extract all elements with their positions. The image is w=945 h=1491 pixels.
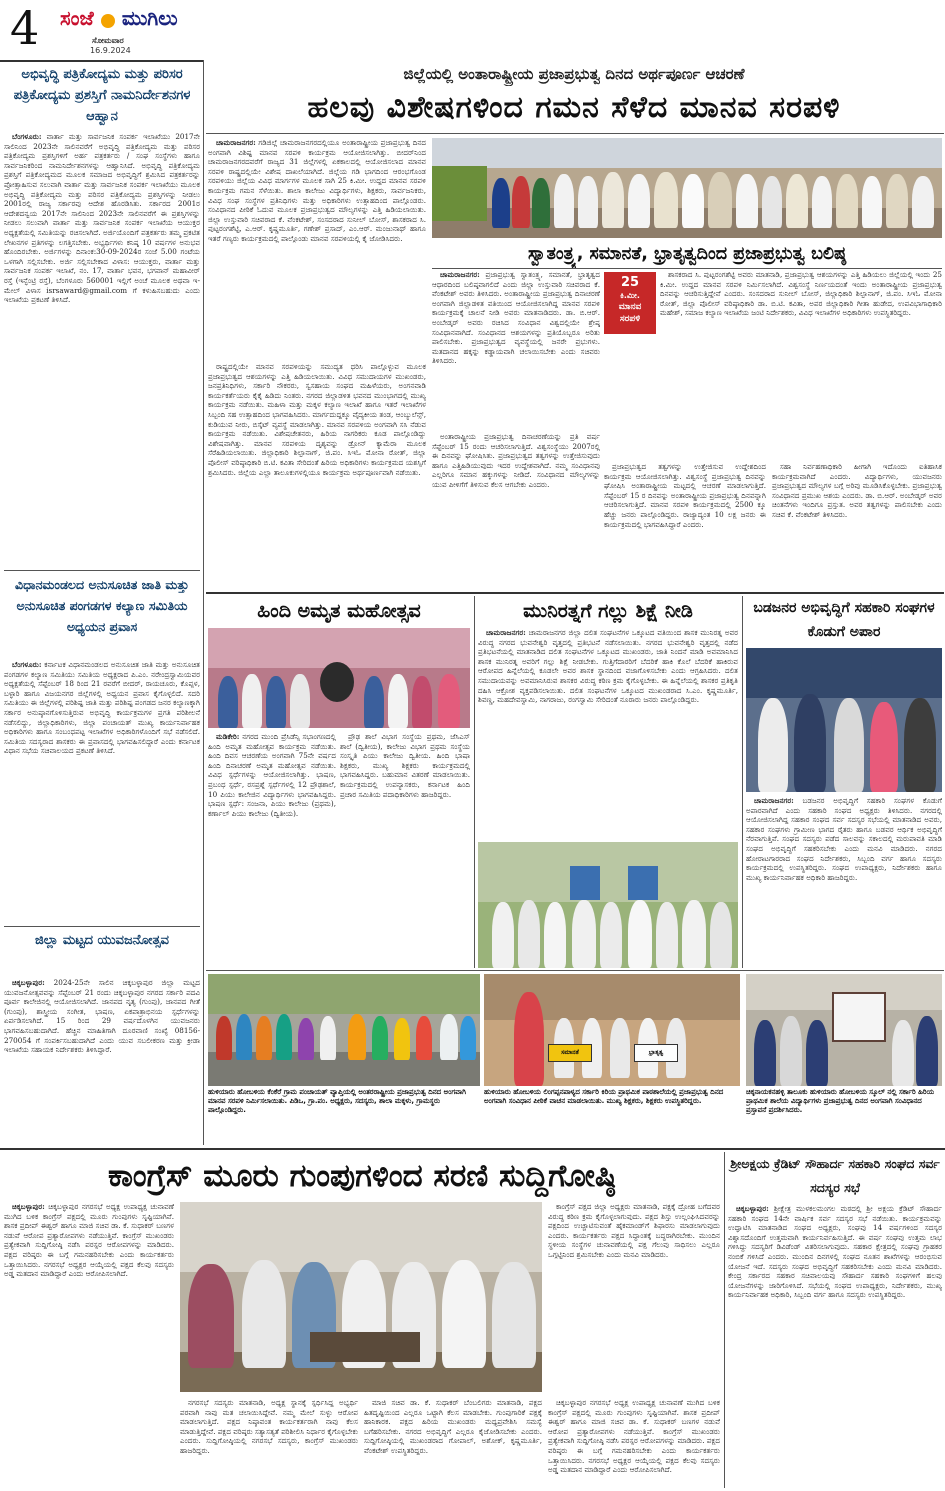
left-divider-1: [4, 570, 200, 571]
congress-col-5: ಚಿಕ್ಕಬಳ್ಳಾಪುರ ನಗರಸಭೆ ಅಧ್ಯಕ್ಷ ಉಪಾಧ್ಯಕ್ಷ ಚುನಾವಣೆ ಮುಗಿದ ಬಳಿಕ ಕಾಂಗ್ರೆಸ್ ಪಕ್ಷದಲ್ಲಿ ಮೂರು ಗುಂಪುಗಳು ಸೃಷ್ಟಿಯಾಗಿವೆ. ಶಾಸಕ ಪ್ರದೀಪ್ ಈಶ್ವರ್ ಹಾಗೂ ಮಾಜಿ ಸಚಿವ ಡಾ. ಕೆ. ಸುಧಾಕರ್ ಬಣಗಳ ನಡುವೆ ಆರೋಪ ಪ್ರತ್ಯಾರೋಪಗಳು ನಡೆಯುತ್ತಿವೆ. ಕಾಂಗ್ರೆಸ್ ಮುಖಂಡರು ಪ್ರತ್ಯೇಕವಾಗಿ ಸುದ್ದಿಗೋಷ್ಠಿ ನಡೆಸಿ ಪರಸ್ಪರ ಆರೋಪಗಳನ್ನು ಮಾಡಿದರು. ಪಕ್ಷದ ವರಿಷ್ಠರು ಈ ಬಗ್ಗೆ ಗಮನಹರಿಸಬೇಕು ಎಂದು ಕಾರ್ಯಕರ್ತರು ಒತ್ತಾಯಿಸಿದರು. ನಗರಸಭೆ ಅಧ್ಯಕ್ಷರ ಆಯ್ಕೆಯಲ್ಲಿ ಪಕ್ಷದ ಕೆಲವು ಸದಸ್ಯರು ಅಡ್ಡ ಮತದಾನ ಮಾಡಿದ್ದಾರೆ ಎಂದು ಆರೋಪಿಸಲಾಗಿದೆ.: [548, 1398, 720, 1475]
lead-bottom-rule: [206, 592, 944, 594]
munirathna-dateline: ಚಾಮರಾಜನಗರ:: [486, 628, 526, 637]
lead-dateline: ಚಾಮರಾಜನಗರ:: [216, 138, 256, 147]
lead-sub-col-4: ಪ್ರಜಾಪ್ರಭುತ್ವದ ತತ್ವಗಳನ್ನು ಉತ್ತೇಜಿಸುವ ಉದ್ದೇಶದಿಂದ ಕಾರ್ಯಕ್ರಮ ಆಯೋಜಿಸಲಾಗಿತ್ತು. ವಿಶ್ವಸಂಸ್ಥೆ ಪ್ರಜಾಪ್ರಭುತ್ವ ದಿನವನ್ನು ಘೋಷಿಸಿ ಅಂತಾರಾಷ್ಟ್ರೀಯ ಮಟ್ಟದಲ್ಲಿ ಆಚರಣೆ ಮಾಡಲಾಗುತ್ತಿದೆ. ಸೆಪ್ಟೆಂಬರ್ 15 ರ ದಿನವನ್ನು ಅಂತಾರಾಷ್ಟ್ರೀಯ ಪ್ರಜಾಪ್ರಭುತ್ವ ದಿನವನ್ನಾಗಿ ಆಚರಿಸಲಾಗುತ್ತಿದೆ. ಮಾನವ ಸರಪಳಿ ಕಾರ್ಯಕ್ರಮದಲ್ಲಿ 2500 ಕ್ಕೂ ಹೆಚ್ಚು ಜನರು ಪಾಲ್ಗೊಂಡಿದ್ದರು. ರಾಜ್ಯಾದ್ಯಂತ 10 ಲಕ್ಷ ಜನರು ಈ ಕಾರ್ಯಕ್ರಮದಲ್ಲಿ ಭಾಗವಹಿಸಿದ್ದಾರೆ ಎಂದರು.: [604, 462, 766, 529]
lead-headline-rule: [206, 133, 944, 134]
hindi-col-2: ಪ್ರೌಢ ಶಾಲೆ ವಿಭಾಗ ಸಂಸ್ಥೆಯ ಪ್ರಥಮ, ಜೆಸಿಎಸ್ ಶಾಲೆ (ದ್ವಿತೀಯ), ಕಾಲೇಜು ವಿಭಾಗ ಪ್ರಥಮ ಸಂಸ್ಥೆಯ ಸಂಸ್ಕೃತಿ ಪಿಯು ಕಾಲೇಜು ದ್ವಿತೀಯ. ಹಿಂದಿ ಭಾಷಾ ಶಿಕ್ಷಕರು, ಮುಖ್ಯ ಶಿಕ್ಷಕರು ಕಾರ್ಯಕ್ರಮದಲ್ಲಿ ಭಾಗವಹಿಸಿದ್ದರು. ಬಹುಮಾನ ವಿತರಣೆ ಮಾಡಲಾಯಿತು. ಕಾರ್ಯಕ್ರಮದಲ್ಲಿ ಉಪನ್ಯಾಸಕರು, ಕರ್ನಾಟಕ ಹಿಂದಿ ಪ್ರಚಾರ ಸಮಿತಿಯ ಪದಾಧಿಕಾರಿಗಳು ಹಾಜರಿದ್ದರು.: [340, 732, 470, 799]
lead-headline: ಹಲವು ವಿಶೇಷಗಳಿಂದ ಗಮನ ಸೆಳೆದ ಮಾನವ ಸರಪಳಿ: [307, 90, 841, 125]
photo-c-students-preamble: [746, 974, 942, 1086]
coop-dateline: ಚಾಮರಾಜನಗರ:: [754, 796, 794, 805]
left-column-rule: [203, 60, 204, 1145]
masthead-rule: [0, 60, 203, 62]
masthead: [0, 0, 945, 60]
credit-headline: ಶ್ರೀಅಕ್ಷಯ ಕ್ರೆಡಿಟ್ ಸೌಹಾರ್ದ ಸಹಕಾರಿ ಸಂಘದ ಸರ್ವ ಸದಸ್ಯರ ಸಭೆ: [730, 1156, 940, 1195]
munirathna-headline: ಮುನಿರತ್ನಗೆ ಗಲ್ಲು ಶಿಕ್ಷೆ ನೀಡಿ: [523, 600, 693, 622]
lead-sub-col-2: ಅಂತಾರಾಷ್ಟ್ರೀಯ ಪ್ರಜಾಪ್ರಭುತ್ವ ದಿನಾಚರಣೆಯನ್ನು ಪ್ರತಿ ವರ್ಷ ಸೆಪ್ಟೆಂಬರ್ 15 ರಂದು ಆಚರಿಸಲಾಗುತ್ತಿದೆ. ವಿಶ್ವಸಂಸ್ಥೆಯು 2007ರಲ್ಲಿ ಈ ದಿನವನ್ನು ಘೋಷಿಸಿತು. ಪ್ರಜಾಪ್ರಭುತ್ವದ ತತ್ವಗಳನ್ನು ಉತ್ತೇಜಿಸುವುದು ಹಾಗೂ ಎತ್ತಿಹಿಡಿಯುವುದು ಇದರ ಉದ್ದೇಶವಾಗಿದೆ. ನಮ್ಮ ಸಂವಿಧಾನವು ಎಲ್ಲರಿಗೂ ಸಮಾನ ಹಕ್ಕುಗಳನ್ನು ನೀಡಿದೆ. ಸಂವಿಧಾನದ ಮೌಲ್ಯಗಳನ್ನು ಯುವ ಪೀಳಿಗೆಗೆ ತಿಳಿಸುವ ಕೆಲಸ ಆಗಬೇಕು ಎಂದರು.: [432, 432, 600, 489]
congress-col-3: ನಗರಸಭೆ ಸದಸ್ಯರು ಮಾತನಾಡಿ, ಅಧ್ಯಕ್ಷ ಸ್ಥಾನಕ್ಕೆ ಸ್ಪರ್ಧಿಸಿದ್ದ ಅಭ್ಯರ್ಥಿ ಪರವಾಗಿ ನಾವು ಮತ ಚಲಾಯಿಸಿದ್ದೇವೆ. ನಮ್ಮ ಮೇಲೆ ಸುಳ್ಳು ಆರೋಪ ಮಾಡಲಾಗುತ್ತಿದೆ. ಪಕ್ಷದ ನಿಷ್ಠಾವಂತ ಕಾರ್ಯಕರ್ತರಾಗಿ ನಾವು ಕೆಲಸ ಮಾಡುತ್ತಿದ್ದೇವೆ. ಪಕ್ಷದ ವರಿಷ್ಠರು ಸತ್ಯಾಸತ್ಯತೆ ಪರಿಶೀಲಿಸಿ ನಿರ್ಧಾರ ಕೈಗೊಳ್ಳಬೇಕು ಎಂದರು. ಸುದ್ದಿಗೋಷ್ಠಿಯಲ್ಲಿ ನಗರಸಭೆ ಸದಸ್ಯರು, ಕಾಂಗ್ರೆಸ್ ಮುಖಂಡರು ಹಾಜರಿದ್ದರು.: [180, 1398, 358, 1455]
congress-press-meet-photo: [180, 1202, 542, 1392]
left-divider-2: [4, 926, 200, 927]
story3-text: 2024-25ನೇ ಸಾಲಿನ ಚಿಕ್ಕಬಳ್ಳಾಪುರ ಜಿಲ್ಲಾ ಮಟ್ಟದ ಯುವಜನೋತ್ಸವವನ್ನು ಸೆಪ್ಟೆಂಬರ್ 21 ರಂದು ಚಿಕ್ಕಬಳ್ಳಾಪುರ ನಗರದ ಸರ್ಕಾರಿ ಪದವಿ ಪೂರ್ವ ಕಾಲೇಜಿನಲ್ಲಿ ಆಯೋಜಿಸಲಾಗಿದೆ. ಜಾನಪದ ನೃತ್ಯ (ಗುಂಪು), ಜಾನಪದ ಗೀತೆ (ಗುಂಪು), ಶಾಸ್ತ್ರೀಯ ಸಂಗೀತ, ಭಾಷಣ, ಏಕಪಾತ್ರಾಭಿನಯ ಸ್ಪರ್ಧೆಗಳನ್ನು ಏರ್ಪಡಿಸಲಾಗಿದೆ. 15 ರಿಂದ 29 ವರ್ಷದೊಳಗಿನ ಯುವಜನರು ಭಾಗವಹಿಸಬಹುದಾಗಿದೆ. ಹೆಚ್ಚಿನ ಮಾಹಿತಿಗಾಗಿ ದೂರವಾಣಿ ಸಂಖ್ಯೆ 08156-270054 ಗೆ ಸಂಪರ್ಕಿಸಬಹುದಾಗಿದೆ ಎಂದು ಯುವ ಸಬಲೀಕರಣ ಮತ್ತು ಕ್ರೀಡಾ ಇಲಾಖೆಯ ಸಹಾಯಕ ನಿರ್ದೇಶಕರು ತಿಳಿಸಿದ್ದಾರೆ.: [4, 978, 200, 1055]
story2-dateline: ಬೆಂಗಳೂರು:: [12, 660, 42, 669]
row2-bottom-rule: [206, 970, 944, 971]
congress-col-2: ಕಾಂಗ್ರೆಸ್ ಪಕ್ಷದ ಜಿಲ್ಲಾ ಅಧ್ಯಕ್ಷರು ಮಾತನಾಡಿ, ಪಕ್ಷಕ್ಕೆ ದ್ರೋಹ ಬಗೆದವರ ವಿರುದ್ಧ ಕಠಿಣ ಕ್ರಮ ಕೈಗೊಳ್ಳಲಾಗುವುದು. ಪಕ್ಷದ ಶಿಸ್ತು ಉಲ್ಲಂಘಿಸಿದವರನ್ನು ಪಕ್ಷದಿಂದ ಉಚ್ಚಾಟಿಸುವಂತೆ ಹೈಕಮಾಂಡ್‌ಗೆ ಶಿಫಾರಸು ಮಾಡಲಾಗುವುದು ಎಂದರು. ಕಾರ್ಯಕರ್ತರು ಪಕ್ಷದ ಸಿದ್ಧಾಂತಕ್ಕೆ ಬದ್ಧರಾಗಿರಬೇಕು. ಮುಂದಿನ ಸ್ಥಳೀಯ ಸಂಸ್ಥೆಗಳ ಚುನಾವಣೆಯಲ್ಲಿ ಪಕ್ಷ ಗೆಲುವು ಸಾಧಿಸಲು ಎಲ್ಲರೂ ಒಗ್ಗಟ್ಟಿನಿಂದ ಶ್ರಮಿಸಬೇಕು ಎಂದು ಮನವಿ ಮಾಡಿದರು.: [548, 1202, 720, 1259]
lead-col-1: ಚಾಮರಾಜನಗರ: ಗಡಿಜಿಲ್ಲೆ ಚಾಮರಾಜನಗರದಲ್ಲಿಯೂ ಅಂತಾರಾಷ್ಟ್ರೀಯ ಪ್ರಜಾಪ್ರಭುತ್ವ ದಿನದ ಅಂಗವಾಗಿ ವಿಶಿಷ್ಟ ಮಾನವ ಸರಪಳಿ ಕಾರ್ಯಕ್ರಮ ಆಯೋಜಿಸಲಾಗಿತ್ತು. ಬೀದರ್‌ನಿಂದ ಚಾಮರಾಜನಗರದವರೆಗೆ ರಾಜ್ಯದ 31 ಜಿಲ್ಲೆಗಳಲ್ಲಿ ಏಕಕಾಲದಲ್ಲಿ ಆಯೋಜಿಸಲಾದ ಮಾನವ ಸರಪಳಿ ರಾಷ್ಟ್ರದಲ್ಲಿಯೇ ವಿಶೇಷ ದಾಖಲೆಯಾಗಿದೆ. ಜಿಲ್ಲೆಯ ಗಡಿ ಭಾಗದಿಂದ ಆರಂಭಗೊಂಡ ಸರಪಳಿಯು ಜಿಲ್ಲೆಯ ವಿವಿಧ ಮಾರ್ಗಗಳ ಮೂಲಕ ಸಾಗಿ 25 ಕಿ.ಮೀ. ಉದ್ದದ ಮಾನವ ಸರಪಳಿ ಕಾರ್ಯಕ್ರಮ ಗಮನ ಸೆಳೆಯಿತು. ಶಾಲಾ ಕಾಲೇಜು ವಿದ್ಯಾರ್ಥಿಗಳು, ಶಿಕ್ಷಕರು, ಸಾರ್ವಜನಿಕರು, ವಿವಿಧ ಸಂಘ ಸಂಸ್ಥೆಗಳ ಪ್ರತಿನಿಧಿಗಳು ಮತ್ತು ಅಧಿಕಾರಿಗಳು ಉತ್ಸಾಹದಿಂದ ಪಾಲ್ಗೊಂಡರು. ಸಂವಿಧಾನದ ಪೀಠಿಕೆ ಓದುವ ಮೂಲಕ ಪ್ರಜಾಪ್ರಭುತ್ವದ ಮೌಲ್ಯಗಳನ್ನು ಎತ್ತಿ ಹಿಡಿಯಲಾಯಿತು. ಜಿಲ್ಲಾ ಉಸ್ತುವಾರಿ ಸಚಿವರಾದ ಕೆ. ವೆಂಕಟೇಶ್, ಸಂಸದರಾದ ಸುನೀಲ್ ಬೋಸ್, ಶಾಸಕರಾದ ಸಿ. ಪುಟ್ಟರಂಗಶೆಟ್ಟಿ, ಎ.ಆರ್. ಕೃಷ್ಣಮೂರ್ತಿ, ಗಣೇಶ್ ಪ್ರಸಾದ್, ಎಂ.ಆರ್. ಮಂಜುನಾಥ್ ಹಾಗೂ ಇತರೆ ಗಣ್ಯರು ಕಾರ್ಯಕ್ರಮದಲ್ಲಿ ಪಾಲ್ಗೊಂಡು ಮಾನವ ಸರಪಳಿಯಲ್ಲಿ ಕೈ ಜೋಡಿಸಿದರು.: [208, 138, 426, 243]
photo-a-caption: ಹುಳಿಯಾರು ಹೋಬಳಿಯ ಕೆಂಕೆರೆ ಗ್ರಾಮ ಪಂಚಾಯತ್ ವ್ಯಾಪ್ತಿಯಲ್ಲಿ ಅಂತರರಾಷ್ಟ್ರೀಯ ಪ್ರಜಾಪ್ರಭುತ್ವ ದಿನದ ಅಂಗವಾಗಿ ಮಾನವ ಸರಪಳಿ ನಿರ್ಮಿಸಲಾಯಿತು. ಪಿಡಿಒ, ಗ್ರಾ.ಪಂ. ಅಧ್ಯಕ್ಷರು, ಸದಸ್ಯರು, ಶಾಲಾ ಮಕ್ಕಳು, ಗ್ರಾಮಸ್ಥರು ಪಾಲ್ಗೊಂಡಿದ್ದರು.: [208, 1088, 466, 1114]
congress-col-1: ಚಿಕ್ಕಬಳ್ಳಾಪುರ: ಚಿಕ್ಕಬಳ್ಳಾಪುರ ನಗರಸಭೆ ಅಧ್ಯಕ್ಷ ಉಪಾಧ್ಯಕ್ಷ ಚುನಾವಣೆ ಮುಗಿದ ಬಳಿಕ ಕಾಂಗ್ರೆಸ್ ಪಕ್ಷದಲ್ಲಿ ಮೂರು ಗುಂಪುಗಳು ಸೃಷ್ಟಿಯಾಗಿವೆ. ಶಾಸಕ ಪ್ರದೀಪ್ ಈಶ್ವರ್ ಹಾಗೂ ಮಾಜಿ ಸಚಿವ ಡಾ. ಕೆ. ಸುಧಾಕರ್ ಬಣಗಳ ನಡುವೆ ಆರೋಪ ಪ್ರತ್ಯಾರೋಪಗಳು ನಡೆಯುತ್ತಿವೆ. ಕಾಂಗ್ರೆಸ್ ಮುಖಂಡರು ಪ್ರತ್ಯೇಕವಾಗಿ ಸುದ್ದಿಗೋಷ್ಠಿ ನಡೆಸಿ ಪರಸ್ಪರ ಆರೋಪಗಳನ್ನು ಮಾಡಿದರು. ಪಕ್ಷದ ವರಿಷ್ಠರು ಈ ಬಗ್ಗೆ ಗಮನಹರಿಸಬೇಕು ಎಂದು ಕಾರ್ಯಕರ್ತರು ಒತ್ತಾಯಿಸಿದರು. ನಗರಸಭೆ ಅಧ್ಯಕ್ಷರ ಆಯ್ಕೆಯಲ್ಲಿ ಪಕ್ಷದ ಕೆಲವು ಸದಸ್ಯರು ಅಡ್ಡ ಮತದಾನ ಮಾಡಿದ್ದಾರೆ ಎಂದು ಆರೋಪಿಸಲಾಗಿದೆ.: [4, 1202, 174, 1279]
bottom-section-rule: [0, 1148, 945, 1150]
story3-body: [4, 978, 200, 1144]
hindi-photo: [208, 628, 470, 728]
lead-photo-human-chain: [432, 138, 942, 238]
photo-a-human-chain-road: [208, 974, 480, 1086]
story2-headline: ವಿಧಾನಮಂಡಲದ ಅನುಸೂಚಿತ ಜಾತಿ ಮತ್ತು ಅನುಸೂಚಿತ ಪಂಗಡಗಳ ಕಲ್ಯಾಣ ಸಮಿತಿಯ ಅಧ್ಯಯನ ಪ್ರವಾಸ: [15, 577, 189, 634]
sign-samanathe: ಸಮಾನತೆ: [548, 1044, 592, 1062]
munirathna-body: ಚಾಮರಾಜನಗರ: ಚಾಮರಾಜನಗರ ಜಿಲ್ಲಾ ದಲಿತ ಸಂಘಟನೆಗಳ ಒಕ್ಕೂಟದ ವತಿಯಿಂದ ಶಾಸಕ ಮುನಿರತ್ನ ಅವರ ವಿರುದ್ಧ ನಗರದ ಭುವನೇಶ್ವರಿ ವೃತ್ತದಲ್ಲಿ ಪ್ರತಿಭಟನೆ ನಡೆಸಲಾಯಿತು. ನಗರದ ಭುವನೇಶ್ವರಿ ವೃತ್ತದಲ್ಲಿ ನಡೆದ ಪ್ರತಿಭಟನೆಯಲ್ಲಿ ಮಾತನಾಡಿದ ದಲಿತ ಸಂಘಟನೆಗಳ ಒಕ್ಕೂಟದ ಮುಖಂಡರು, ಜಾತಿ ನಿಂದನೆ ಮಾಡಿ ಅವಮಾನಿಸಿದ ಶಾಸಕ ಮುನಿರತ್ನ ಅವರಿಗೆ ಗಲ್ಲು ಶಿಕ್ಷೆ ನೀಡಬೇಕು. ಗುತ್ತಿಗೆದಾರರಿಗೆ ಬೆದರಿಕೆ ಹಾಕಿ ಕೊಲೆ ಬೆದರಿಕೆ ಹಾಕಿರುವ ಆರೋಪದ ಹಿನ್ನೆಲೆಯಲ್ಲಿ ಕೂಡಲೇ ಅವರ ಶಾಸಕ ಸ್ಥಾನದಿಂದ ವಜಾಗೊಳಿಸಬೇಕು ಎಂದು ಆಗ್ರಹಿಸಿದರು. ದಲಿತ ಸಮುದಾಯವನ್ನು ಅವಮಾನಿಸಿರುವ ಶಾಸಕರ ವಿರುದ್ಧ ಕಠಿಣ ಕ್ರಮ ಕೈಗೊಳ್ಳಬೇಕು. ಈ ಹಿನ್ನೆಲೆಯಲ್ಲಿ ಶಾಸಕರ ಪ್ರತಿಕೃತಿ ದಹಿಸಿ ಆಕ್ರೋಶ ವ್ಯಕ್ತಪಡಿಸಲಾಯಿತು. ದಲಿತ ಸಂಘಟನೆಗಳ ಒಕ್ಕೂಟದ ಮುಖಂಡರಾದ ಸಿ.ಎಂ. ಕೃಷ್ಣಮೂರ್ತಿ, ಶಿವಣ್ಣ, ಮಹದೇವಸ್ವಾಮಿ, ನಾಗರಾಜು, ರಂಗಸ್ವಾಮಿ ಸೇರಿದಂತೆ ನೂರಾರು ಜನರು ಪಾಲ್ಗೊಂಡಿದ್ದರು.: [478, 628, 738, 705]
lead-sub-headline: ಸ್ವಾತಂತ್ರ್ಯ, ಸಮಾನತೆ, ಭ್ರಾತೃತ್ವದಿಂದ ಪ್ರಜಾಪ್ರಭುತ್ವ ಬಲಿಷ್ಠ: [528, 244, 846, 264]
lead-sub-rule: [432, 268, 942, 269]
hindi-headline: ಹಿಂದಿ ಅಮೃತ ಮಹೋತ್ಸವ: [257, 600, 421, 622]
story1-dateline: ಬೆಂಗಳೂರು:: [12, 132, 42, 141]
row2-divider-1: [474, 596, 475, 968]
congress-headline: ಕಾಂಗ್ರೆಸ್ ಮೂರು ಗುಂಪುಗಳಿಂದ ಸರಣಿ ಸುದ್ದಿಗೋಷ್ಠಿ: [108, 1158, 616, 1194]
lead-col-2: ರಾಷ್ಟ್ರದಲ್ಲಿಯೇ ಮಾನವ ಸರಪಳಿಯನ್ನು ಸಮುದ್ಯತ ಧರಿಸಿ ಪಾಲ್ಗೊಳ್ಳುವ ಮೂಲಕ ಪ್ರಜಾಪ್ರಭುತ್ವದ ಆಶಯಗಳನ್ನು ಎತ್ತಿ ಹಿಡಿಯಲಾಯಿತು. ವಿವಿಧ ಸಮುದಾಯಗಳ ಮುಖಂಡರು, ಜನಪ್ರತಿನಿಧಿಗಳು, ಸರ್ಕಾರಿ ನೌಕರರು, ಸ್ವಸಹಾಯ ಸಂಘದ ಮಹಿಳೆಯರು, ಅಂಗನವಾಡಿ ಕಾರ್ಯಕರ್ತೆಯರು ಕೈಕೈ ಹಿಡಿದು ನಿಂತರು. ನಗರದ ಜಿಲ್ಲಾಡಳಿತ ಭವನದ ಮುಂಭಾಗದಲ್ಲಿ ಮುಖ್ಯ ಕಾರ್ಯಕ್ರಮ ನಡೆಯಿತು. ಮಹಿಳಾ ಮತ್ತು ಮಕ್ಕಳ ಕಲ್ಯಾಣ ಇಲಾಖೆ ಹಾಗೂ ಇತರೆ ಇಲಾಖೆಗಳ ಸಿಬ್ಬಂದಿ ಸಹ ಉತ್ಸಾಹದಿಂದ ಭಾಗವಹಿಸಿದರು. ಮಾರ್ಗದುದ್ದಕ್ಕೂ ವೈದ್ಯಕೀಯ ತಂಡ, ಆಂಬ್ಯುಲೆನ್ಸ್, ಕುಡಿಯುವ ನೀರು, ಬಿಸ್ಕೆಟ್ ವ್ಯವಸ್ಥೆ ಮಾಡಲಾಗಿತ್ತು. ಮಾನವ ಸರಪಳಿಯ ಅಂಗವಾಗಿ ಸಸಿ ನೆಡುವ ಕಾರ್ಯಕ್ರಮ ನಡೆಯಿತು. ವಿಶೇಷಚೇತನರು, ಹಿರಿಯ ನಾಗರಿಕರು ಕೂಡ ಪಾಲ್ಗೊಂಡಿದ್ದು ವಿಶೇಷವಾಗಿತ್ತು. ಮಾನವ ಸರಪಳಿಯ ದೃಶ್ಯವನ್ನು ಡ್ರೋನ್ ಕ್ಯಾಮೆರಾ ಮೂಲಕ ಸೆರೆಹಿಡಿಯಲಾಯಿತು. ಜಿಲ್ಲಾಧಿಕಾರಿ ಶಿಲ್ಪಾನಾಗ್, ಜಿ.ಪಂ. ಸಿಇಓ ಮೋನಾ ರೋತ್, ಜಿಲ್ಲಾ ಪೊಲೀಸ್ ವರಿಷ್ಠಾಧಿಕಾರಿ ಬಿ.ಟಿ. ಕವಿತಾ ಸೇರಿದಂತೆ ಹಿರಿಯ ಅಧಿಕಾರಿಗಳು ಕಾರ್ಯಕ್ರಮದ ಯಶಸ್ಸಿಗೆ ಶ್ರಮಿಸಿದರು. ಜಿಲ್ಲೆಯ ಎಲ್ಲಾ ತಾಲೂಕುಗಳಲ್ಲಿಯೂ ಕಾರ್ಯಕ್ರಮ ಅರ್ಥಪೂರ್ಣವಾಗಿ ನಡೆಯಿತು.: [208, 362, 426, 477]
coop-photo: [746, 648, 942, 792]
badge-number: 25: [620, 275, 640, 290]
photo-b-school-children: [484, 974, 740, 1086]
congress-col-4: ಮಾಜಿ ಸಚಿವ ಡಾ. ಕೆ. ಸುಧಾಕರ್ ಬೆಂಬಲಿಗರು ಮಾತನಾಡಿ, ಪಕ್ಷದ ಹಿತದೃಷ್ಟಿಯಿಂದ ಎಲ್ಲರೂ ಒಟ್ಟಾಗಿ ಕೆಲಸ ಮಾಡಬೇಕು. ಗುಂಪುಗಾರಿಕೆ ಪಕ್ಷಕ್ಕೆ ಹಾನಿಕಾರಕ. ಪಕ್ಷದ ಹಿರಿಯ ಮುಖಂಡರು ಮಧ್ಯಪ್ರವೇಶಿಸಿ ಸಮಸ್ಯೆ ಬಗೆಹರಿಸಬೇಕು. ನಗರದ ಅಭಿವೃದ್ಧಿಗೆ ಎಲ್ಲರೂ ಕೈಜೋಡಿಸಬೇಕು ಎಂದರು. ಸುದ್ದಿಗೋಷ್ಠಿಯಲ್ಲಿ ಮುಖಂಡರಾದ ಗೋಪಾಲ್, ಅಶೋಕ್, ಕೃಷ್ಣಮೂರ್ತಿ, ವೆಂಕಟೇಶ್ ಉಪಸ್ಥಿತರಿದ್ದರು.: [364, 1398, 542, 1455]
sign-bhratrutva: ಭ್ರಾತೃತ್ವ: [634, 1044, 678, 1062]
coop-body: ಚಾಮರಾಜನಗರ: ಬಡಜನರ ಅಭಿವೃದ್ಧಿಗೆ ಸಹಕಾರಿ ಸಂಘಗಳ ಕೊಡುಗೆ ಅಪಾರವಾಗಿದೆ ಎಂದು ಸಹಕಾರಿ ಸಂಘದ ಅಧ್ಯಕ್ಷರು ತಿಳಿಸಿದರು. ನಗರದಲ್ಲಿ ಆಯೋಜಿಸಲಾಗಿದ್ದ ಸಹಕಾರ ಸಂಘದ ಸರ್ವ ಸದಸ್ಯರ ಸಭೆಯಲ್ಲಿ ಮಾತನಾಡಿದ ಅವರು, ಸಹಕಾರ ಸಂಘಗಳು ಗ್ರಾಮೀಣ ಭಾಗದ ರೈತರು ಹಾಗೂ ಬಡವರ ಆರ್ಥಿಕ ಅಭಿವೃದ್ಧಿಗೆ ನೆರವಾಗುತ್ತಿವೆ. ಸಂಘದ ಸದಸ್ಯರು ಪಡೆದ ಸಾಲವನ್ನು ಸಕಾಲದಲ್ಲಿ ಮರುಪಾವತಿ ಮಾಡಿ ಸಂಘದ ಅಭಿವೃದ್ಧಿಗೆ ಸಹಕರಿಸಬೇಕು ಎಂದು ಮನವಿ ಮಾಡಿದರು. ನಗರದ ಹೋರಾಟಗಾರರಾದ ಸಂಘದ ನಿರ್ದೇಶಕರು, ಸಿಬ್ಬಂದಿ ವರ್ಗ ಹಾಗೂ ಸದಸ್ಯರು ಕಾರ್ಯಕ್ರಮದಲ್ಲಿ ಉಪಸ್ಥಿತರಿದ್ದರು. ಸಂಘದ ಉಪಾಧ್ಯಕ್ಷರು, ನಿರ್ದೇಶಕರು ಹಾಗೂ ಮುಖ್ಯ ಕಾರ್ಯನಿರ್ವಾಹಕ ಅಧಿಕಾರಿ ಹಾಜರಿದ್ದರು.: [746, 796, 942, 882]
lead-sub-dateline: ಚಾಮರಾಜನಗರ:: [440, 270, 480, 279]
coop-headline: ಬಡಜನರ ಅಭಿವೃದ್ಧಿಗೆ ಸಹಕಾರಿ ಸಂಘಗಳ ಕೊಡುಗೆ ಅಪಾರ: [753, 600, 935, 640]
page-number: 4: [10, 1, 40, 55]
logo-mugilu: ಮುಗಿಲು: [121, 6, 178, 30]
story3-headline: ಜಿಲ್ಲಾ ಮಟ್ಟದ ಯುವಜನೋತ್ಸವ: [35, 933, 169, 948]
lead-sub-col-3: ಶಾಸಕರಾದ ಸಿ. ಪುಟ್ಟರಂಗಶೆಟ್ಟಿ ಅವರು ಮಾತನಾಡಿ, ಪ್ರಜಾಪ್ರಭುತ್ವ ಆಶಯಗಳನ್ನು ಎತ್ತಿ ಹಿಡಿಯಲು ಜಿಲ್ಲೆಯಲ್ಲಿ ಇಂದು 25 ಕಿ.ಮೀ. ಉದ್ದದ ಮಾನವ ಸರಪಳಿ ನಿರ್ಮಿಸಲಾಗಿದೆ. ವಿಶ್ವಸಂಸ್ಥೆ ನಿರ್ಣಯದಂತೆ ಇಂದು ಅಂತಾರಾಷ್ಟ್ರೀಯ ಪ್ರಜಾಪ್ರಭುತ್ವ ದಿನವನ್ನು ಆಚರಿಸುತ್ತಿದ್ದೇವೆ ಎಂದರು. ಸಂಸದರಾದ ಸುನೀಲ್ ಬೋಸ್, ಜಿಲ್ಲಾಧಿಕಾರಿ ಶಿಲ್ಪಾನಾಗ್, ಜಿ.ಪಂ. ಸಿಇಓ ಮೋನಾ ರೋತ್, ಜಿಲ್ಲಾ ಪೊಲೀಸ್ ವರಿಷ್ಠಾಧಿಕಾರಿ ಡಾ. ಬಿ.ಟಿ. ಕವಿತಾ, ಅಪರ ಜಿಲ್ಲಾಧಿಕಾರಿ ಗೀತಾ ಹುಡೇದ, ಉಪವಿಭಾಗಾಧಿಕಾರಿ ಮಹೇಶ್, ಸಮಾಜ ಕಲ್ಯಾಣ ಇಲಾಖೆಯ ಜಂಟಿ ನಿರ್ದೇಶಕರು, ವಿವಿಧ ಇಲಾಖೆಗಳ ಅಧಿಕಾರಿಗಳು ಉಪಸ್ಥಿತರಿದ್ದರು.: [660, 270, 942, 318]
badge-unit: ಕಿ.ಮೀ.: [620, 291, 640, 300]
story2-text: ಕರ್ನಾಟಕ ವಿಧಾನಮಂಡಲದ ಅನುಸೂಚಿತ ಜಾತಿ ಮತ್ತು ಅನುಸೂಚಿತ ಪಂಗಡಗಳ ಕಲ್ಯಾಣ ಸಮಿತಿಯು ಸಮಿತಿಯ ಅಧ್ಯಕ್ಷರಾದ ಪಿ.ಎಂ. ನರೇಂದ್ರಸ್ವಾಮಿಯವರ ಅಧ್ಯಕ್ಷತೆಯಲ್ಲಿ ಸೆಪ್ಟೆಂಬರ್ 18 ರಿಂದ 21 ರವರೆಗೆ ಬೀದರ್, ರಾಯಚೂರು, ಕೊಪ್ಪಳ, ಬಳ್ಳಾರಿ ಹಾಗೂ ವಿಜಯನಗರ ಜಿಲ್ಲೆಗಳಲ್ಲಿ ಅಧ್ಯಯನ ಪ್ರವಾಸ ಕೈಗೊಳ್ಳಲಿದೆ. ಸದರಿ ಸಮಿತಿಯು ಈ ಜಿಲ್ಲೆಗಳಲ್ಲಿ ಪರಿಶಿಷ್ಟ ಜಾತಿ ಮತ್ತು ಪರಿಶಿಷ್ಟ ಪಂಗಡದ ಜನರ ಕಲ್ಯಾಣಕ್ಕಾಗಿ ಸರ್ಕಾರ ಅನುಷ್ಠಾನಗೊಳಿಸುತ್ತಿರುವ ಅಭಿವೃದ್ಧಿ ಕಾರ್ಯಕ್ರಮಗಳ ಪ್ರಗತಿ ಪರಿಶೀಲನೆ ನಡೆಸಲಿದ್ದು, ಜಿಲ್ಲಾಧಿಕಾರಿಗಳು, ಜಿಲ್ಲಾ ಪಂಚಾಯತ್ ಮುಖ್ಯ ಕಾರ್ಯನಿರ್ವಾಹಕ ಅಧಿಕಾರಿಗಳು ಹಾಗೂ ಸಂಬಂಧಪಟ್ಟ ಇಲಾಖೆಗಳ ಅಧಿಕಾರಿಗಳೊಂದಿಗೆ ಸಭೆ ನಡೆಸಲಿದೆ. ಸಮಿತಿಯ ಸದಸ್ಯರಾದ ಶಾಸಕರು ಈ ಪ್ರವಾಸದಲ್ಲಿ ಭಾಗವಹಿಸಲಿದ್ದಾರೆ ಎಂದು ಕರ್ನಾಟಕ ವಿಧಾನ ಸಭೆಯ ಸಚಿವಾಲಯದ ಪ್ರಕಟಣೆ ತಿಳಿಸಿದೆ.: [4, 660, 200, 756]
hindi-dateline: ಮಡಿಕೇರಿ:: [216, 732, 240, 741]
credit-dateline: ಚಿಕ್ಕಬಳ್ಳಾಪುರ:: [736, 1204, 769, 1213]
badge-word-1: ಮಾನವ: [618, 302, 642, 312]
story1-text: ವಾರ್ತಾ ಮತ್ತು ಸಾರ್ವಜನಿಕ ಸಂಪರ್ಕ ಇಲಾಖೆಯು 2017ನೇ ಸಾಲಿನಿಂದ 2023ನೇ ಸಾಲಿನವರೆಗೆ ಅಭಿವೃದ್ಧಿ ಪತ್ರಿಕೋದ್ಯಮ ಮತ್ತು ಪರಿಸರ ಪತ್ರಿಕೋದ್ಯಮ ಪ್ರಶಸ್ತಿಗಳಿಗೆ ಅರ್ಹ ಪತ್ರಕರ್ತರು / ಸಂಘ ಸಂಸ್ಥೆಗಳು ಹಾಗೂ ಸಾರ್ವಜನಿಕರಿಂದ ನಾಮನಿರ್ದೇಶನಗಳನ್ನು ಆಹ್ವಾನಿಸಿದೆ. ಅಭಿವೃದ್ಧಿ ಪತ್ರಿಕೋದ್ಯಮ ಪ್ರಶಸ್ತಿಗೆ ಪತ್ರಿಕೋದ್ಯಮದ ಮೂಲಕ ಸಮಾಜದ ಅಭಿವೃದ್ಧಿಗೆ ಶ್ರಮಿಸಿದ ಪತ್ರಕರ್ತರನ್ನು ಪ್ರೋತ್ಸಾಹಿಸುವ ಸಲುವಾಗಿ ವಾರ್ತಾ ಮತ್ತು ಸಾರ್ವಜನಿಕ ಸಂಪರ್ಕ ಇಲಾಖೆಯು ಮೂಲಕ ಅಭಿವೃದ್ಧಿ ಪತ್ರಿಕೋದ್ಯಮ ಮತ್ತು ಪರಿಸರ ಪತ್ರಿಕೋದ್ಯಮ ಪ್ರಶಸ್ತಿಗಳನ್ನು ನೀಡಲು 2001ರಲ್ಲಿ ರಾಜ್ಯ ಸರ್ಕಾರವು ಆದೇಶ ಹೊರಡಿಸಿತು. ಸರ್ಕಾರದ 2001ರ ಆದೇಶದನ್ವಯ 2017ನೇ ಸಾಲಿನಿಂದ 2023ನೇ ಸಾಲಿನವರೆಗೆ ಈ ಪ್ರಶಸ್ತಿಗಳನ್ನು ನೀಡಲು ಸಲುವಾಗಿ ವಾರ್ತಾ ಮತ್ತು ಸಾರ್ವಜನಿಕ ಸಂಪರ್ಕ ಇಲಾಖೆಯ ಆಯುಕ್ತರ ಅಧ್ಯಕ್ಷತೆಯಲ್ಲಿ ಸಮಿತಿಯನ್ನು ರಚಿಸಲಾಗಿದೆ. ಅರ್ಜಿಯೊಂದಿಗೆ ಪತ್ರಕರ್ತರು ತಮ್ಮ ಪ್ರಕಟಿತ ಲೇಖನಗಳ ಪ್ರತಿಗಳನ್ನು ಲಗತ್ತಿಸಬೇಕು. ಅಭ್ಯರ್ಥಿಗಳು ಕನಿಷ್ಠ 10 ವರ್ಷಗಳ ಅನುಭವ ಹೊಂದಿರಬೇಕು. ಅರ್ಜಿಗಳನ್ನು ದಿನಾಂಕ:30-09-2024ರ ಸಂಜೆ 5.00 ಗಂಟೆಯ ಒಳಗಾಗಿ ಸಲ್ಲಿಸಬೇಕು. ಅರ್ಜಿ ಸಲ್ಲಿಸಬೇಕಾದ ವಿಳಾಸ: ಆಯುಕ್ತರು, ವಾರ್ತಾ ಮತ್ತು ಸಾರ್ವಜನಿಕ ಸಂಪರ್ಕ ಇಲಾಖೆ, ನಂ. 17, ವಾರ್ತಾ ಭವನ, ಭಗವಾನ್ ಮಹಾವೀರ್ ರಸ್ತೆ (ಇನ್ಫೆಂಟ್ರಿ ರಸ್ತೆ), ಬೆಂಗಳೂರು 560001 ಇಲ್ಲಿಗೆ ಅಂಚೆ ಮೂಲಕ ಅಥವಾ ಇ-ಮೇಲ್ ವಿಳಾಸ isrsaward@gmail.com ಗೆ ಕಳುಹಿಸಬಹುದು ಎಂದು ಇಲಾಖೆಯ ಪ್ರಕಟಣೆ ತಿಳಿಸಿದೆ.: [4, 132, 200, 305]
munirathna-protest-photo: [478, 842, 738, 968]
sun-icon: [101, 14, 115, 28]
story2-body: [4, 660, 200, 920]
left-column: [4, 64, 200, 1144]
logo-sanje: ಸಂಜೆ: [60, 6, 94, 30]
lead-kicker: ಜಿಲ್ಲೆಯಲ್ಲಿ ಅಂತಾರಾಷ್ಟ್ರೀಯ ಪ್ರಜಾಪ್ರಭುತ್ವ ದಿನದ ಅರ್ಥಪೂರ್ಣ ಆಚರಣೆ: [403, 65, 745, 83]
story3-dateline: ಚಿಕ್ಕಬಳ್ಳಾಪುರ:: [12, 978, 45, 987]
bottom-divider: [724, 1152, 725, 1488]
lead-sub-badge: [604, 272, 656, 334]
row2-divider-2: [742, 596, 743, 968]
issue-date: 16.9.2024: [90, 46, 131, 55]
story1-body: [4, 132, 200, 564]
badge-word-2: ಸರಪಳಿ: [619, 314, 641, 324]
lead-sub-col-1: ಚಾಮರಾಜನಗರ: ಪ್ರಜಾಪ್ರಭುತ್ವ ಸ್ವಾತಂತ್ರ್ಯ, ಸಮಾನತೆ, ಭ್ರಾತೃತ್ವದ ಆಧಾರದಿಂದ ಬಲಿಷ್ಠವಾಗಲಿದೆ ಎಂದು ಜಿಲ್ಲಾ ಉಸ್ತುವಾರಿ ಸಚಿವರಾದ ಕೆ. ವೆಂಕಟೇಶ್ ಅವರು ತಿಳಿಸಿದರು. ಅಂತಾರಾಷ್ಟ್ರೀಯ ಪ್ರಜಾಪ್ರಭುತ್ವ ದಿನಾಚರಣೆ ಅಂಗವಾಗಿ ಜಿಲ್ಲಾಡಳಿತ ವತಿಯಿಂದ ಆಯೋಜಿಸಲಾಗಿದ್ದ ಮಾನವ ಸರಪಳಿ ಕಾರ್ಯಕ್ರಮಕ್ಕೆ ಚಾಲನೆ ನೀಡಿ ಅವರು ಮಾತನಾಡಿದರು. ಡಾ. ಬಿ.ಆರ್. ಅಂಬೇಡ್ಕರ್ ಅವರು ರಚಿಸಿದ ಸಂವಿಧಾನ ವಿಶ್ವದಲ್ಲಿಯೇ ಶ್ರೇಷ್ಠ ಸಂವಿಧಾನವಾಗಿದೆ. ಸಂವಿಧಾನದ ಆಶಯಗಳನ್ನು ಪ್ರತಿಯೊಬ್ಬರೂ ಅರಿತು ಪಾಲಿಸಬೇಕು. ಪ್ರಜಾಪ್ರಭುತ್ವದ ವ್ಯವಸ್ಥೆಯಲ್ಲಿ ಜನರೇ ಪ್ರಭುಗಳು. ಮತದಾನದ ಹಕ್ಕನ್ನು ಕಡ್ಡಾಯವಾಗಿ ಚಲಾಯಿಸಬೇಕು ಎಂದು ಸಚಿವರು ತಿಳಿಸಿದರು.: [432, 270, 600, 366]
photo-c-caption: ಚಿಕ್ಕನಾಯಕನಹಳ್ಳಿ ತಾಲೂಕು ಹುಳಿಯಾರು ಹೋಬಳಿಯ ಸ್ಕೂಲ್ ನಲ್ಲಿ ಸರ್ಕಾರಿ ಹಿರಿಯ ಪ್ರಾಥಮಿಕ ಶಾಲೆಯ ವಿದ್ಯಾರ್ಥಿಗಳು ಪ್ರಜಾಪ್ರಭುತ್ವ ದಿನದ ಅಂಗವಾಗಿ ಸಂವಿಧಾನದ ಪ್ರಸ್ತಾವನೆ ಪ್ರದರ್ಶಿಸಿದರು.: [746, 1088, 935, 1114]
hindi-col-1: ಮಡಿಕೇರಿ: ನಗರದ ಮುಂದಿ ಪ್ರೆಸಿಡೆನ್ಸಿ ಸಭಾಂಗಣದಲ್ಲಿ ಹಿಂದಿ ಅಮೃತ ಮಹೋತ್ಸವ ಕಾರ್ಯಕ್ರಮ ನಡೆಯಿತು. ಹಿಂದಿ ದಿವಸ ಆಚರಣೆಯ ಅಂಗವಾಗಿ 75ನೇ ವರ್ಷದ ಹಿಂದಿ ದಿನಾಚರಣೆ ಅಮೃತ ಮಹೋತ್ಸವ ನಡೆಯಿತು. ವಿವಿಧ ಸ್ಪರ್ಧೆಗಳನ್ನು ಆಯೋಜಿಸಲಾಗಿತ್ತು. ಭಾಷಣ, ಪ್ರಬಂಧ ಸ್ಪರ್ಧೆ, ರಸಪ್ರಶ್ನೆ ಸ್ಪರ್ಧೆಗಳಲ್ಲಿ 12 ಪ್ರೌಢಶಾಲೆ, 10 ಪಿಯು ಕಾಲೇಜಿನ ವಿದ್ಯಾರ್ಥಿಗಳು ಭಾಗವಹಿಸಿದ್ದರು. ಭಾಷಣ ಸ್ಪರ್ಧೆ: ಸಂಜನಾ, ಪಿಯು ಕಾಲೇಜು (ಪ್ರಥಮ), ಕರ್ಣಾಲ್ ಪಿಯು ಕಾಲೇಜು (ದ್ವಿತೀಯ).: [208, 732, 336, 818]
photo-b-caption: ಹುಳಿಯಾರು ಹೋಬಳಿಯ ಲಿಂಗಪ್ಪನಪಾಳ್ಯದ ಸರ್ಕಾರಿ ಕಿರಿಯ ಪ್ರಾಥಮಿಕ ಪಾಠಶಾಲೆಯಲ್ಲಿ ಪ್ರಜಾಪ್ರಭುತ್ವ ದಿನದ ಅಂಗವಾಗಿ ಸಂವಿಧಾನ ಪೀಠಿಕೆ ವಾಚನ ಮಾಡಲಾಯಿತು. ಮುಖ್ಯ ಶಿಕ್ಷಕರು, ಶಿಕ್ಷಕರು ಉಪಸ್ಥಿತರಿದ್ದರು.: [484, 1088, 724, 1105]
credit-body: ಚಿಕ್ಕಬಳ್ಳಾಪುರ: ಶ್ರೀಕ್ಷೇತ್ರ ಮುಳಕಲಮಂಗಲ ಮಠದಲ್ಲಿ ಶ್ರೀ ಅಕ್ಷಯ ಕ್ರೆಡಿಟ್ ಸೌಹಾರ್ದ ಸಹಕಾರಿ ಸಂಘದ 14ನೇ ವಾರ್ಷಿಕ ಸರ್ವ ಸದಸ್ಯರ ಸಭೆ ನಡೆಯಿತು. ಕಾರ್ಯಕ್ರಮವನ್ನು ಉದ್ಘಾಟಿಸಿ ಮಾತನಾಡಿದ ಸಂಘದ ಅಧ್ಯಕ್ಷರು, ಸಂಘವು 14 ವರ್ಷಗಳಿಂದ ಸದಸ್ಯರ ವಿಶ್ವಾಸದೊಂದಿಗೆ ಉತ್ತಮವಾಗಿ ಕಾರ್ಯನಿರ್ವಹಿಸುತ್ತಿದೆ. ಈ ವರ್ಷ ಸಂಘವು ಉತ್ತಮ ಲಾಭ ಗಳಿಸಿದ್ದು ಸದಸ್ಯರಿಗೆ ಡಿವಿಡೆಂಡ್ ವಿತರಿಸಲಾಗುವುದು. ಸಹಕಾರ ಕ್ಷೇತ್ರದಲ್ಲಿ ಸಂಘವು ಗ್ರಾಹಕರ ನಂಬಿಕೆ ಗಳಿಸಿದೆ ಎಂದರು. ಮುಂದಿನ ದಿನಗಳಲ್ಲಿ ಸಂಘದ ನೂತನ ಶಾಖೆಗಳನ್ನು ಆರಂಭಿಸುವ ಯೋಜನೆ ಇದೆ. ಸದಸ್ಯರು ಸಂಘದ ಅಭಿವೃದ್ಧಿಗೆ ಸಹಕರಿಸಬೇಕು ಎಂದು ಮನವಿ ಮಾಡಿದರು. ಕೇಂದ್ರ ಸರ್ಕಾರದ ಸಹಕಾರ ಸಚಿವಾಲಯವು ಸೌಹಾರ್ದ ಸಹಕಾರಿ ಸಂಘಗಳಿಗೆ ಹಲವು ಯೋಜನೆಗಳನ್ನು ಜಾರಿಗೊಳಿಸಿದೆ. ಸಭೆಯಲ್ಲಿ ಸಂಘದ ಉಪಾಧ್ಯಕ್ಷರು, ನಿರ್ದೇಶಕರು, ಮುಖ್ಯ ಕಾರ್ಯನಿರ್ವಾಹಕ ಅಧಿಕಾರಿ, ಸಿಬ್ಬಂದಿ ವರ್ಗ ಹಾಗೂ ಸದಸ್ಯರು ಉಪಸ್ಥಿತರಿದ್ದರು.: [728, 1204, 942, 1300]
story1-headline: ಅಭಿವೃದ್ಧಿ ಪತ್ರಿಕೋದ್ಯಮ ಮತ್ತು ಪರಿಸರ ಪತ್ರಿಕೋದ್ಯಮ ಪ್ರಶಸ್ತಿಗೆ ನಾಮನಿರ್ದೇಶನಗಳ ಆಹ್ವಾನ: [13, 67, 191, 124]
congress-dateline: ಚಿಕ್ಕಬಳ್ಳಾಪುರ:: [12, 1202, 45, 1211]
logo: [60, 6, 210, 38]
issue-day: ಸೋಮವಾರ: [92, 36, 124, 45]
lead-sub-col-5: ಸಹಾ ನಿರ್ವಹಣಾಧಿಕಾರಿ ಹೀಗಾಗಿ ಇದೊಂದು ಐತಿಹಾಸಿಕ ಕಾರ್ಯಕ್ರಮವಾಗಿದೆ ಎಂದರು. ವಿದ್ಯಾರ್ಥಿಗಳು, ಯುವಜನರು ಪ್ರಜಾಪ್ರಭುತ್ವದ ಮೌಲ್ಯಗಳ ಬಗ್ಗೆ ಅರಿವು ಮೂಡಿಸಿಕೊಳ್ಳಬೇಕು. ಪ್ರಜಾಪ್ರಭುತ್ವ ಸಂವಿಧಾನದ ಪ್ರಮುಖ ಆಶಯ ಎಂದರು. ಡಾ. ಬಿ.ಆರ್. ಅಂಬೇಡ್ಕರ್ ಅವರ ಚಿಂತನೆಗಳು ಇಂದಿಗೂ ಪ್ರಸ್ತುತ. ಅವರ ತತ್ವಗಳನ್ನು ಪಾಲಿಸಬೇಕು ಎಂದು ಸಚಿವ ಕೆ. ವೆಂಕಟೇಶ್ ತಿಳಿಸಿದರು.: [772, 462, 942, 519]
